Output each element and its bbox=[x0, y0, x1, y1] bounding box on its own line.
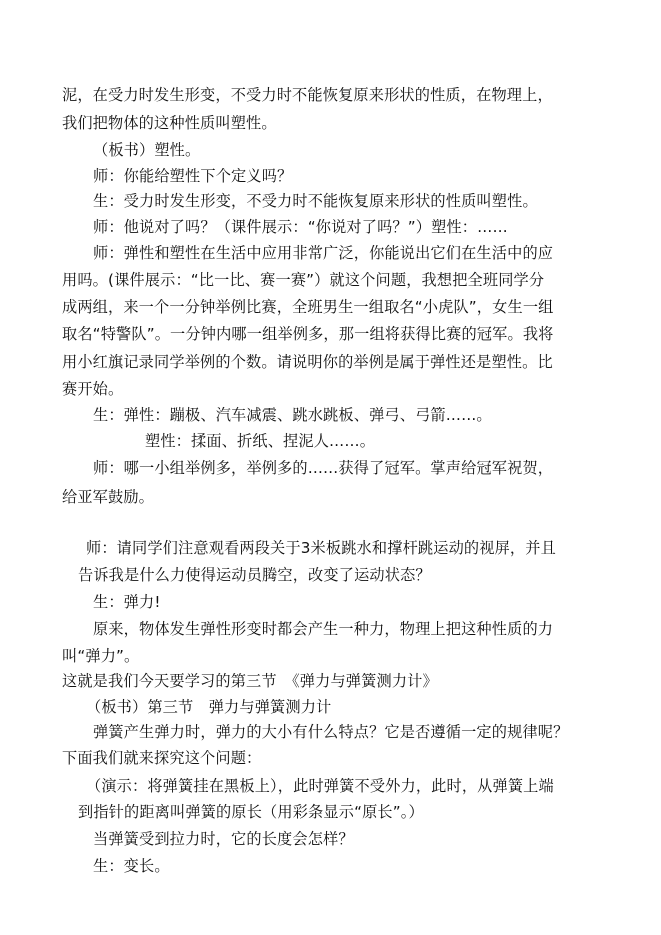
text-line: （演示：将弹簧挂在黑板上），此时弹簧不受外力，此时，从弹簧上端 bbox=[86, 777, 554, 795]
text-line: 泥，在受力时发生形变，不受力时不能恢复原来形状的性质，在物理上， bbox=[62, 86, 553, 104]
text-line: 师：你能给塑性下个定义吗？ bbox=[93, 167, 293, 185]
text-line: 生：受力时发生形变，不受力时不能恢复原来形状的性质叫塑性。 bbox=[93, 192, 538, 210]
text-line: 师：他说对了吗？（课件展示：“你说对了吗？”）塑性：…… bbox=[93, 218, 508, 236]
text-line: （板书）第三节 弹力与弹簧测力计 bbox=[86, 698, 332, 716]
text-line: 告诉我是什么力使得运动员腾空，改变了运动状态？ bbox=[78, 566, 431, 584]
text-line: 我们把物体的这种性质叫塑性。 bbox=[62, 114, 277, 132]
text-line: 生：弹力! bbox=[93, 593, 161, 611]
text-line: 师：请同学们注意观看两段关于3米板跳水和撑杆跳运动的视屏，并且 bbox=[86, 539, 556, 557]
text-line: （板书）塑性。 bbox=[93, 141, 201, 159]
text-line: 生：弹性：蹦极、汽车减震、跳水跳板、弹弓、弓箭……。 bbox=[93, 406, 492, 424]
text-line: 用小红旗记录同学举例的个数。请说明你的举例是属于弹性还是塑性。比 bbox=[62, 353, 553, 371]
text-line: 塑性：揉面、折纸、捏泥人……。 bbox=[145, 432, 376, 450]
text-line: 成两组，来一个一分钟举例比赛，全班男生一组取名“小虎队”，女生一组 bbox=[62, 298, 554, 316]
text-line: 取名“特警队”。一分钟内哪一组举例多，那一组将获得比赛的冠军。我将 bbox=[62, 325, 554, 343]
text-line: 给亚军鼓励。 bbox=[62, 488, 155, 506]
text-line: 这就是我们今天要学习的第三节 《弹力与弹簧测力计》 bbox=[62, 672, 438, 690]
text-line: 生：变长。 bbox=[93, 857, 170, 875]
text-line: 当弹簧受到拉力时，它的长度会怎样？ bbox=[93, 830, 354, 848]
text-line: 师：弹性和塑性在生活中应用非常广泛，你能说出它们在生活中的应 bbox=[93, 244, 554, 262]
text-line: 原来，物体发生弹性形变时都会产生一种力，物理上把这种性质的力 bbox=[93, 620, 554, 638]
text-line: 下面我们就来探究这个问题： bbox=[62, 749, 262, 767]
text-line: 师：哪一小组举例多，举例多的……获得了冠军。掌声给冠军祝贺， bbox=[93, 459, 554, 477]
text-line: 到指针的距离叫弹簧的原长（用彩条显示“原长”。） bbox=[78, 803, 424, 821]
text-line: 叫“弹力”。 bbox=[62, 647, 140, 665]
text-line: 赛开始。 bbox=[62, 380, 124, 398]
text-line: 弹簧产生弹力时，弹力的大小有什么特点？它是否遵循一定的规律呢？ bbox=[93, 723, 569, 741]
text-line: 用吗。(课件展示：“比一比、赛一赛”）就这个问题，我想把全班同学分 bbox=[62, 271, 545, 289]
